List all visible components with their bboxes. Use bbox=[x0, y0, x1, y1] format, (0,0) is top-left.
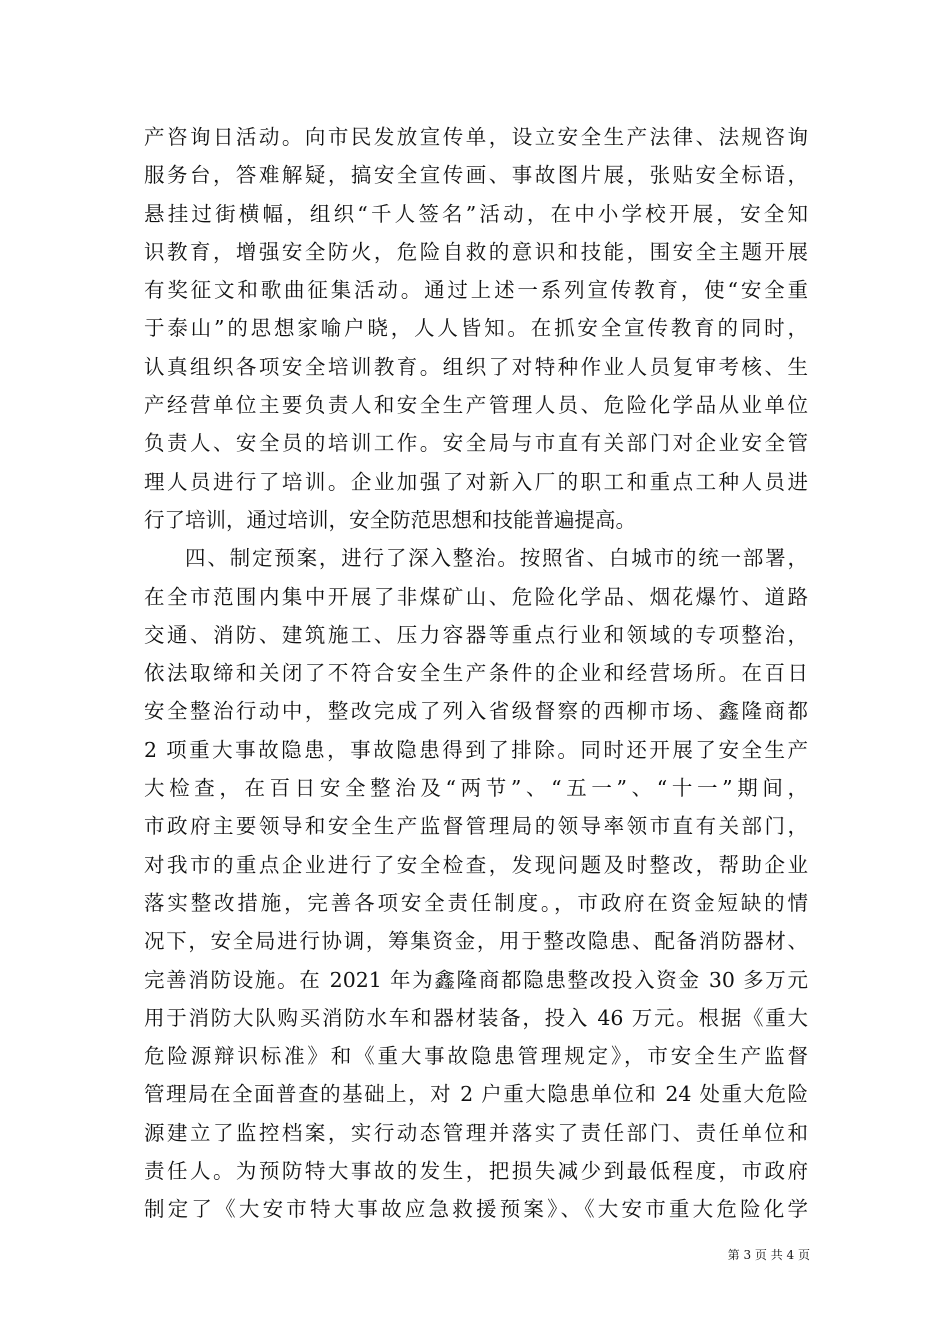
text-line: 行了培训，通过培训，安全防范思想和技能普遍提高。 bbox=[144, 507, 636, 532]
text-line: 有奖征文和歌曲征集活动。通过上述一系列宣传教育，使“安全重 bbox=[144, 278, 808, 303]
text-line: 安全整治行动中，整改完成了列入省级督察的西柳市场、鑫隆商都 bbox=[144, 699, 808, 724]
text-line: 理人员进行了培训。企业加强了对新入厂的职工和重点工种人员进 bbox=[144, 469, 808, 494]
text-line: 负责人、安全员的培训工作。安全局与市直有关部门对企业安全管 bbox=[144, 431, 808, 456]
text-line: 2 项重大事故隐患，事故隐患得到了排除。同时还开展了安全生产 bbox=[144, 737, 808, 762]
text-line: 对我市的重点企业进行了安全检查，发现问题及时整改，帮助企业 bbox=[144, 852, 808, 877]
document-body bbox=[144, 118, 808, 1229]
text-line: 服务台，答难解疑，搞安全宣传画、事故图片展，张贴安全标语， bbox=[144, 163, 808, 188]
text-line: 用于消防大队购买消防水车和器材装备，投入 46 万元。根据《重大 bbox=[144, 1005, 808, 1030]
text-line: 四、制定预案，进行了深入整治。按照省、白城市的统一部署， bbox=[185, 546, 808, 571]
page-footer bbox=[700, 1247, 810, 1263]
text-line: 于泰山”的思想家喻户晓，人人皆知。在抓安全宣传教育的同时， bbox=[144, 316, 808, 341]
text-line: 大检查，在百日安全整治及“两节”、“五一”、“十一”期间， bbox=[144, 776, 808, 801]
text-line: 完善消防设施。在 2021 年为鑫隆商都隐患整改投入资金 30 多万元 bbox=[144, 967, 808, 992]
text-line: 在全市范围内集中开展了非煤矿山、危险化学品、烟花爆竹、道路 bbox=[144, 584, 808, 609]
text-line: 落实整改措施，完善各项安全责任制度。，市政府在资金短缺的情 bbox=[144, 890, 808, 915]
page-number-label: 第 3 页 共 4 页 bbox=[727, 1248, 810, 1262]
text-line: 交通、消防、建筑施工、压力容器等重点行业和领域的专项整治， bbox=[144, 622, 808, 647]
text-line: 源建立了监控档案，实行动态管理并落实了责任部门、责任单位和 bbox=[144, 1120, 808, 1145]
text-line: 市政府主要领导和安全生产监督管理局的领导率领市直有关部门， bbox=[144, 814, 808, 839]
text-line: 况下，安全局进行协调，筹集资金，用于整改隐患、配备消防器材、 bbox=[144, 929, 808, 954]
text-line: 悬挂过街横幅，组织“千人签名”活动，在中小学校开展，安全知 bbox=[144, 201, 808, 226]
text-line: 产经营单位主要负责人和安全生产管理人员、危险化学品从业单位 bbox=[144, 393, 808, 418]
text-line: 识教育，增强安全防火，危险自救的意识和技能，围安全主题开展 bbox=[144, 239, 808, 264]
text-line: 产咨询日活动。向市民发放宣传单，设立安全生产法律、法规咨询 bbox=[144, 125, 808, 149]
text-line: 依法取缔和关闭了不符合安全生产条件的企业和经营场所。在百日 bbox=[144, 661, 808, 686]
text-line: 制定了《大安市特大事故应急救援预案》、《大安市重大危险化学 bbox=[144, 1197, 808, 1222]
text-line: 管理局在全面普查的基础上，对 2 户重大隐患单位和 24 处重大危险 bbox=[144, 1082, 808, 1107]
text-line: 危险源辩识标准》和《重大事故隐患管理规定》，市安全生产监督 bbox=[144, 1044, 808, 1069]
text-line: 认真组织各项安全培训教育。组织了对特种作业人员复审考核、生 bbox=[144, 354, 808, 379]
text-line: 责任人。为预防特大事故的发生，把损失减少到最低程度，市政府 bbox=[144, 1159, 808, 1184]
